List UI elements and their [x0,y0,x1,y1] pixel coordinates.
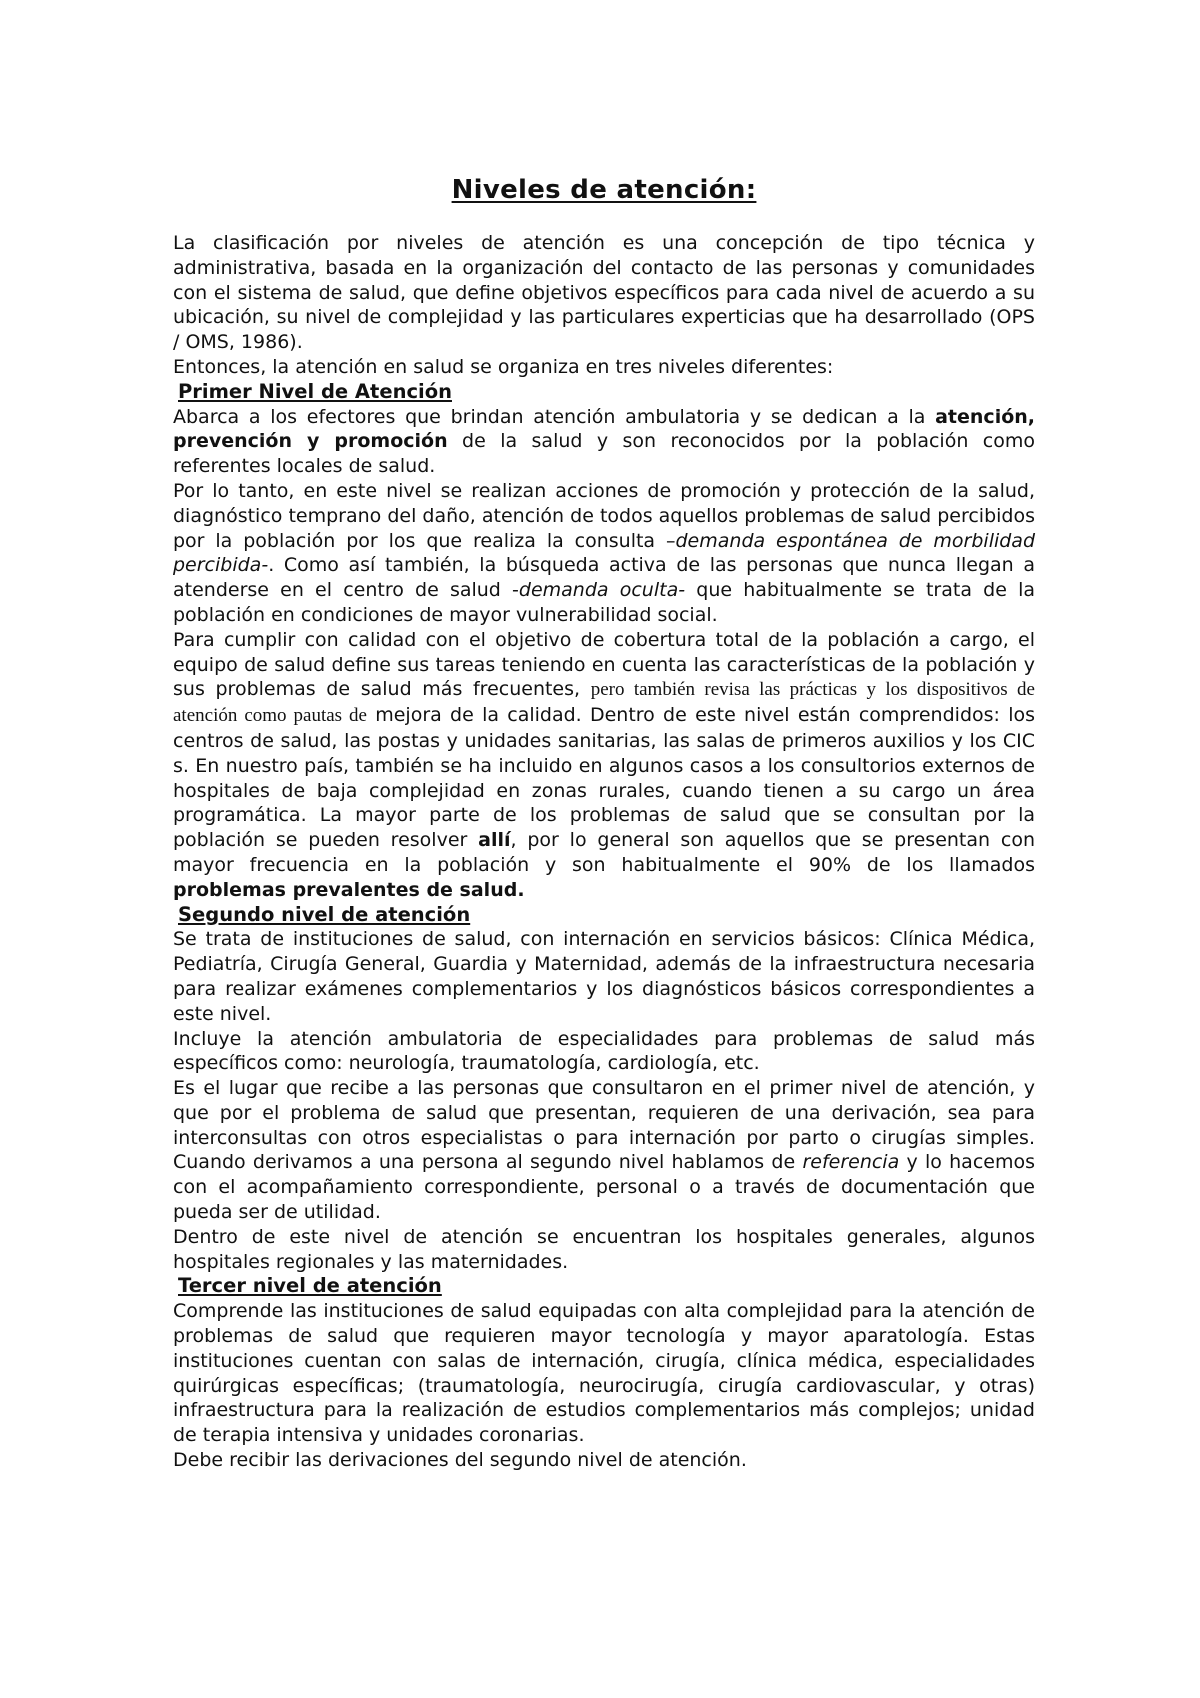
primer-paragraph-1 [173,405,1035,479]
segundo-paragraph-4: Dentro de este nivel de atención se encuentran los hospitales generales, algunos hospitales regionales y las maternidades. [173,1225,1035,1273]
primer-p3-bold-1: allí [478,829,511,852]
primer-p1-text-a: Abarca a los efectores que brindan atención ambulatoria y se dedican a la [173,405,936,428]
primer-paragraph-2 [173,479,1035,628]
segundo-paragraph-1: Se trata de instituciones de salud, con internación en servicios básicos: Clínica Médica, Pediatría, Cirugía General, Guardia y Maternidad, además de la infraestructura necesaria para realizar exámenes complementarios y los diagnósticos básicos correspondientes a este nivel. [173,928,1035,1025]
primer-p2-text-c: que habitualmente se trata de la población en condiciones de mayor vulnerabilidad social. [173,579,1035,626]
primer-p3-text-a: Para cumplir con calidad con el objetivo de cobertura total de la población a cargo, el equipo de salud define sus tareas teniendo en cuenta las características de la población y sus problemas de salud más frecuentes, [173,628,1035,701]
tercer-paragraph-2: Debe recibir las derivaciones del segundo nivel de atención. [173,1449,747,1472]
primer-p2-italic-2: demanda oculta- [518,579,686,602]
heading-segundo-nivel: Segundo nivel de atención [178,902,471,926]
segundo-paragraph-2: Incluye la atención ambulatoria de especialidades para problemas de salud más específicos como: neurología, traumatología, cardiología, etc. [173,1027,1035,1075]
document-body [173,175,1035,1473]
segundo-p3-italic: referencia [802,1151,900,1174]
intro-paragraph: La clasificación por niveles de atención es una concepción de tipo técnica y administrativa, basada en la organización del contacto de las personas y comunidades con el sistema de salud, que define objetivos específicos para cada nivel de acuerdo a su ubicación, su nivel de complejidad y las particulares experticias que ha desarrollado (OPS / OMS, 1986). [173,232,1035,354]
primer-p2-text-b: . Como así también, la búsqueda activa de las personas que nunca llegan a atenderse en el centro de salud - [173,554,1035,602]
primer-p3-bold-2: problemas prevalentes de salud. [173,878,525,901]
primer-p2-italic-1: demanda espontánea de morbilidad percibida- [173,529,1036,577]
heading-primer-nivel: Primer Nivel de Atención [178,379,452,403]
primer-paragraph-3 [173,628,1035,903]
intro-paragraph-2: Entonces, la atención en salud se organiza en tres niveles diferentes: [173,355,834,378]
segundo-paragraph-3 [173,1076,1035,1225]
primer-p3-serif-text: pero también revisa las prácticas y los dispositivos de atención como pautas de [173,679,1035,727]
heading-tercer-nivel: Tercer nivel de atención [178,1274,442,1298]
primer-p2-text-a: Por lo tanto, en este nivel se realizan acciones de promoción y protección de la salud, diagnóstico temprano del daño, atención de todos aquellos problemas de salud percibidos por la población por los que realiza la consulta – [173,479,1035,552]
primer-p1-text-b: de la salud y son reconocidos por la población como referentes locales de salud. [173,430,1035,478]
document-title: Niveles de atención: [451,175,757,205]
tercer-paragraph-1: Comprende las instituciones de salud equipadas con alta complejidad para la atención de problemas de salud que requieren mayor tecnología y mayor aparatología. Estas instituciones cuentan con salas de internación, cirugía, clínica médica, especialidades quirúrgicas específicas; (traumatología, neurocirugía, cirugía cardiovascular, y otras) infraestructura para la realización de estudios complementarios más complejos; unidad de terapia intensiva y unidades coronarias. [173,1300,1035,1447]
primer-p1-bold: atención, prevención y promoción [173,405,1035,453]
primer-p3-text-c: , por lo general son aquellos que se presentan con mayor frecuencia en la población y son habitualmente el 90% de los llamados [173,829,1035,876]
segundo-p3-text-b: y lo hacemos con el acompañamiento correspondiente, personal o a través de documentación que pueda ser de utilidad. [173,1151,1035,1224]
primer-p3-text-b: mejora de la calidad. Dentro de este nivel están comprendidos: los centros de salud, las postas y unidades sanitarias, las salas de primeros auxilios y los CIC s. En nuestro país, también se ha incluido en algunos casos a los consultorios externos de hospitales de baja complejidad en zonas rurales, cuando tienen a su cargo un área programática. La mayor parte de los problemas de salud que se consultan por la población se pueden resolver [173,704,1035,852]
segundo-p3-text-a: Es el lugar que recibe a las personas que consultaron en el primer nivel de atención, y que por el problema de salud que presentan, requieren de una derivación, sea para interconsultas con otros especialistas o para internación por parto o cirugías simples. Cuando derivamos a una persona al segundo nivel hablamos de [173,1077,1035,1174]
